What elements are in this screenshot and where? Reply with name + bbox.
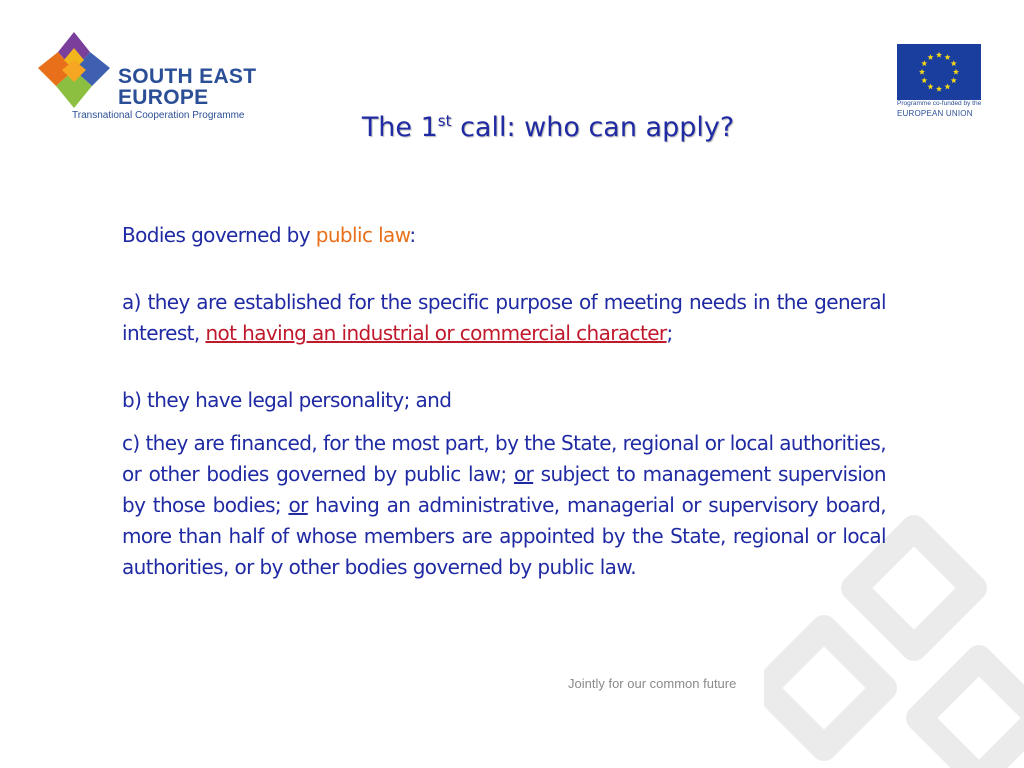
eu-cofunded-text: Programme co-funded by the <box>897 100 982 107</box>
title-prefix: The 1 <box>361 112 438 143</box>
title-superscript: st <box>437 112 452 130</box>
criterion-a-text: a) they are established for the specific purpose of meeting needs in the general interest, <box>122 290 886 345</box>
slide-body <box>122 220 886 583</box>
title-suffix: call: who can apply? <box>451 112 735 143</box>
criterion-c <box>122 428 886 583</box>
eu-union-text: EUROPEAN UNION <box>897 109 973 118</box>
criterion-c-part3: having an administrative, managerial or supervisory board, more than half of whose members are appointed by the State, regional or local authorities, or by other bodies governed by public law. <box>122 493 886 579</box>
intro-suffix: : <box>409 223 416 247</box>
intro-highlight: public law <box>315 223 410 247</box>
criterion-a <box>122 287 886 349</box>
logo-line-south-east: SOUTH EAST <box>118 65 257 88</box>
criterion-c-or-1: or <box>513 462 534 486</box>
criterion-a-suffix: ; <box>666 321 673 345</box>
logo-line-europe: EUROPE <box>118 86 209 109</box>
logo-subtitle: Transnational Cooperation Programme <box>72 110 245 121</box>
intro-paragraph <box>122 220 886 251</box>
criterion-c-part1: c) they are financed, for the most part, by the State, regional or local authorities, or other bodies governed by public law; <box>122 431 886 486</box>
south-east-europe-logo <box>36 30 276 122</box>
criterion-c-or-2: or <box>288 493 308 517</box>
intro-text: Bodies governed by <box>122 223 316 247</box>
eu-flag-icon <box>897 44 981 100</box>
criterion-c-part2: subject to management supervision by those bodies; <box>122 462 886 517</box>
page-title <box>0 112 1024 143</box>
footer-tagline: Jointly for our common future <box>568 676 737 691</box>
criterion-b: b) they have legal personality; and <box>122 388 452 412</box>
criterion-a-highlight: not having an industrial or commercial character <box>205 321 667 345</box>
programme-logo-icon <box>36 30 112 110</box>
eu-cofunded-logo <box>896 42 984 122</box>
